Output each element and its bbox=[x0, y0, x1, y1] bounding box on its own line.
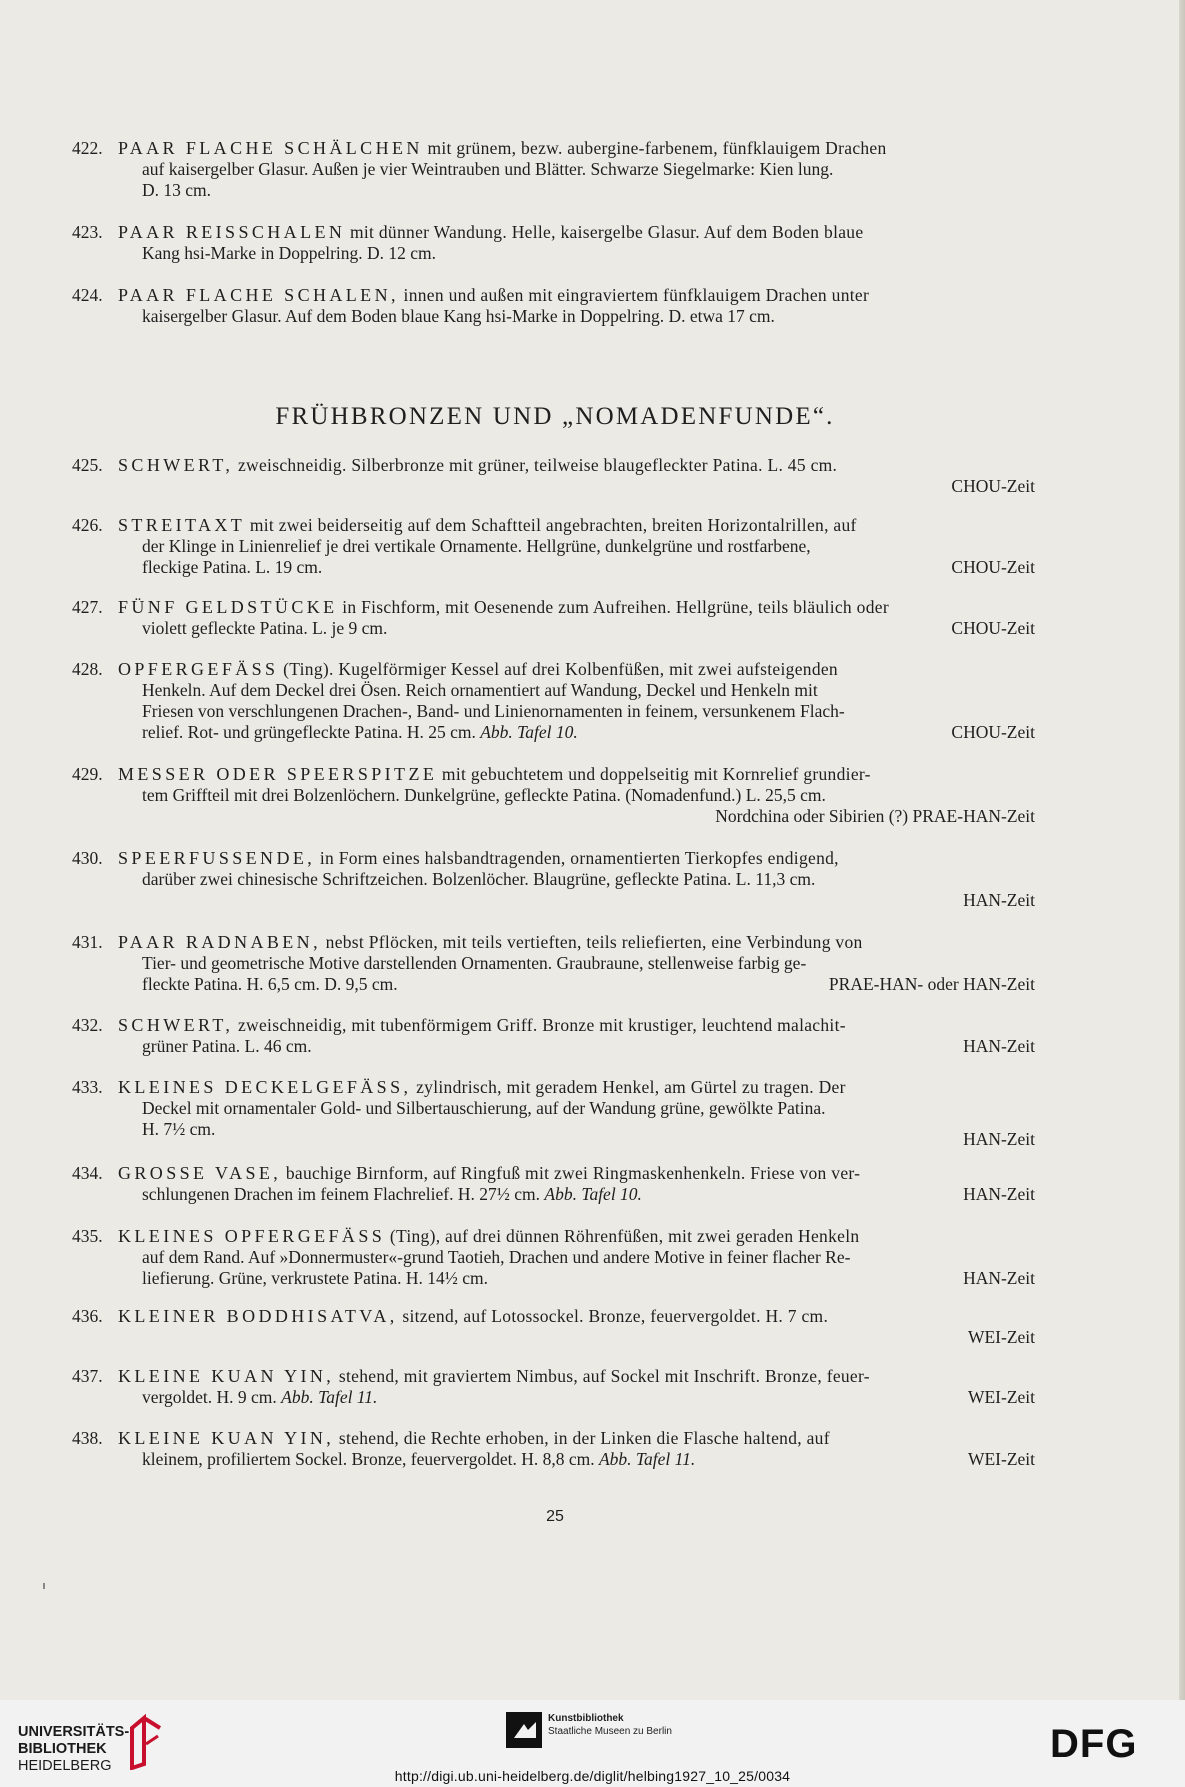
catalog-entry-427 bbox=[72, 597, 1035, 639]
entry-heading: STREITAXT bbox=[118, 515, 246, 535]
catalog-entry-428 bbox=[72, 659, 1035, 743]
kunstbibliothek-text bbox=[548, 1712, 672, 1738]
catalog-entry-430 bbox=[72, 848, 1035, 911]
catalog-entry-437 bbox=[72, 1366, 1035, 1408]
entry-period: CHOU-Zeit bbox=[951, 618, 1035, 638]
plate-reference: Abb. Tafel 10. bbox=[480, 722, 578, 742]
entry-heading: PAAR REISSCHALEN bbox=[118, 222, 346, 242]
entry-text: bauchige Birnform, auf Ringfuß mit zwei Ringmaskenhenkeln. Friese von ver- bbox=[281, 1163, 861, 1183]
catalog-entry-436 bbox=[72, 1306, 1035, 1348]
entry-line: liefierung. Grüne, verkrustete Patina. H. 14½ cm. bbox=[142, 1268, 489, 1288]
entry-line: fleckte Patina. H. 6,5 cm. D. 9,5 cm. bbox=[142, 974, 398, 994]
entry-line: H. 7½ cm. bbox=[142, 1119, 216, 1139]
entry-number: 426. bbox=[72, 515, 103, 535]
entry-number: 436. bbox=[72, 1306, 103, 1326]
plate-reference: Abb. Tafel 11. bbox=[281, 1387, 378, 1407]
entry-heading: SCHWERT, bbox=[118, 1015, 234, 1035]
entry-line: schlungenen Drachen im feinem Flachrelief. H. 27½ cm. bbox=[142, 1184, 545, 1204]
entry-period: CHOU-Zeit bbox=[951, 557, 1035, 577]
entry-number: 429. bbox=[72, 764, 103, 784]
entry-line: auf kaisergelber Glasur. Außen je vier Weintrauben und Blätter. Schwarze Siegelmarke: Kien lung. bbox=[142, 159, 834, 179]
entry-text: mit gebuchtetem und doppelseitig mit Kornrelief grundier- bbox=[437, 764, 871, 784]
page-number: 25 bbox=[546, 1508, 564, 1525]
entry-period: WEI-Zeit bbox=[967, 1387, 1035, 1407]
ub-logo-icon bbox=[126, 1714, 166, 1770]
catalog-entry-423 bbox=[72, 222, 1035, 264]
entry-line: auf dem Rand. Auf »Donnermuster«-grund Taotieh, Drachen und andere Motive in feiner flacher Re- bbox=[142, 1247, 851, 1267]
entry-line: relief. Rot- und grüngefleckte Patina. H. 25 cm. bbox=[142, 722, 481, 742]
entry-number: 423. bbox=[72, 222, 103, 242]
entry-line: Henkeln. Auf dem Deckel drei Ösen. Reich ornamentiert auf Wandung, Deckel und Henkeln mit bbox=[142, 680, 818, 700]
entry-text: mit grünem, bezw. aubergine-farbenem, fünfklauigem Drachen bbox=[422, 138, 887, 158]
entry-text: zylindrisch, mit geradem Henkel, am Gürtel zu tragen. Der bbox=[411, 1077, 846, 1097]
entry-text: in Fischform, mit Oesenende zum Aufreihen. Hellgrüne, teils bläulich oder bbox=[337, 597, 889, 617]
entry-heading: SPEERFUSSENDE, bbox=[118, 848, 316, 868]
entry-text: (Ting). Kugelförmiger Kessel auf drei Kolbenfüßen, mit zwei aufsteigenden bbox=[278, 659, 838, 679]
entry-text: in Form eines halsbandtragenden, ornamentierten Tierkopfes endigend, bbox=[315, 848, 839, 868]
entry-period: HAN-Zeit bbox=[963, 890, 1035, 910]
catalog-entry-438 bbox=[72, 1428, 1035, 1470]
catalog-entry-431 bbox=[72, 932, 1035, 995]
page-edge bbox=[1179, 0, 1185, 1700]
entry-number: 425. bbox=[72, 455, 103, 475]
entry-period: HAN-Zeit bbox=[963, 1184, 1035, 1204]
entry-number: 435. bbox=[72, 1226, 103, 1246]
catalog-entry-422 bbox=[72, 138, 1035, 201]
entry-period: HAN-Zeit bbox=[963, 1129, 1035, 1149]
plate-reference: Abb. Tafel 10. bbox=[544, 1184, 642, 1204]
entry-heading: PAAR RADNABEN, bbox=[118, 932, 321, 952]
entry-period: WEI-Zeit bbox=[967, 1327, 1035, 1347]
entry-heading: FÜNF GELDSTÜCKE bbox=[118, 597, 338, 617]
footer-bar bbox=[0, 1700, 1185, 1787]
entry-line: Kang hsi-Marke in Doppelring. D. 12 cm. bbox=[142, 243, 437, 263]
section-title: FRÜHBRONZEN UND „NOMADENFUNDE“. bbox=[275, 403, 835, 430]
entry-line: Tier- und geometrische Motive darstellenden Ornamenten. Graubraune, stellenweise farbig ge- bbox=[142, 953, 807, 973]
ub-line: HEIDELBERG bbox=[18, 1758, 112, 1774]
catalog-entry-433 bbox=[72, 1077, 1035, 1149]
kunstbibliothek-logo-icon bbox=[506, 1712, 542, 1748]
entry-text: zweischneidig, mit tubenförmigem Griff. Bronze mit krustiger, leuchtend malachit- bbox=[233, 1015, 846, 1035]
catalog-entry-429 bbox=[72, 764, 1035, 827]
entry-text: mit zwei beiderseitig auf dem Schaftteil angebrachten, breiten Horizontalrillen, auf bbox=[245, 515, 857, 535]
entry-heading: KLEINES DECKELGEFÄSS, bbox=[118, 1077, 412, 1097]
entry-period: WEI-Zeit bbox=[967, 1449, 1035, 1469]
entry-text: nebst Pflöcken, mit teils vertieften, teils reliefierten, eine Verbindung von bbox=[320, 932, 863, 952]
entry-heading: KLEINE KUAN YIN, bbox=[118, 1428, 335, 1448]
plate-reference: Abb. Tafel 11. bbox=[598, 1449, 696, 1469]
entry-period: PRAE-HAN- oder HAN-Zeit bbox=[828, 974, 1035, 994]
entry-number: 438. bbox=[72, 1428, 103, 1448]
entry-heading: GROSSE VASE, bbox=[118, 1163, 282, 1183]
entry-number: 434. bbox=[72, 1163, 103, 1183]
entry-text: stehend, mit graviertem Nimbus, auf Sockel mit Inschrift. Bronze, feuer- bbox=[334, 1366, 870, 1386]
entry-heading: OPFERGEFÄSS bbox=[118, 659, 279, 679]
entry-heading: KLEINE KUAN YIN, bbox=[118, 1366, 335, 1386]
entry-text: stehend, die Rechte erhoben, in der Linken die Flasche haltend, auf bbox=[334, 1428, 830, 1448]
entry-period: HAN-Zeit bbox=[963, 1036, 1035, 1056]
entry-line: grüner Patina. L. 46 cm. bbox=[142, 1036, 312, 1056]
entry-line: Deckel mit ornamentaler Gold- und Silbertauschierung, auf der Wandung grüne, gewölkte Patina. bbox=[142, 1098, 826, 1118]
entry-number: 424. bbox=[72, 285, 103, 305]
entry-number: 433. bbox=[72, 1077, 103, 1097]
entry-heading: PAAR FLACHE SCHÄLCHEN bbox=[118, 138, 423, 158]
entry-text: (Ting), auf drei dünnen Röhrenfüßen, mit zwei geraden Henkeln bbox=[385, 1226, 860, 1246]
entry-text: mit dünner Wandung. Helle, kaisergelbe Glasur. Auf dem Boden blaue bbox=[345, 222, 864, 242]
kb-line: Staatliche Museen zu Berlin bbox=[548, 1726, 672, 1737]
entry-line: darüber zwei chinesische Schriftzeichen. Bolzenlöcher. Blaugrüne, gefleckte Patina. L. 11,3 cm. bbox=[142, 869, 816, 889]
kb-line: Kunstbibliothek bbox=[548, 1713, 624, 1724]
ub-line: BIBLIOTHEK bbox=[18, 1741, 107, 1757]
entry-number: 432. bbox=[72, 1015, 103, 1035]
catalog-entry-424 bbox=[72, 285, 1035, 327]
entry-line: kaisergelber Glasur. Auf dem Boden blaue Kang hsi-Marke in Doppelring. D. etwa 17 cm. bbox=[142, 306, 775, 326]
entry-number: 428. bbox=[72, 659, 103, 679]
catalog-entry-425 bbox=[72, 455, 1035, 497]
entry-heading: KLEINES OPFERGEFÄSS bbox=[118, 1226, 386, 1246]
entry-line: Friesen von verschlungenen Drachen-, Band- und Linienornamenten in feinem, versunkenem Flach- bbox=[142, 701, 845, 721]
entry-heading: MESSER ODER SPEERSPITZE bbox=[118, 764, 438, 784]
entry-period: CHOU-Zeit bbox=[951, 476, 1035, 496]
entry-number: 431. bbox=[72, 932, 103, 952]
entry-text: zweischneidig. Silberbronze mit grüner, teilweise blaugefleckter Patina. L. 45 cm. bbox=[233, 455, 838, 475]
entry-number: 437. bbox=[72, 1366, 103, 1386]
entry-text: sitzend, auf Lotossockel. Bronze, feuervergoldet. H. 7 cm. bbox=[397, 1306, 829, 1326]
source-url-link[interactable]: http://digi.ub.uni-heidelberg.de/diglit/helbing1927_10_25/0034 bbox=[394, 1768, 791, 1784]
dfg-logo: DFG bbox=[1050, 1722, 1138, 1766]
scan-mark bbox=[43, 1583, 45, 1589]
entry-line: violett gefleckte Patina. L. je 9 cm. bbox=[142, 618, 388, 638]
entry-line: fleckige Patina. L. 19 cm. bbox=[142, 557, 323, 577]
entry-heading: PAAR FLACHE SCHALEN, bbox=[118, 285, 399, 305]
entry-number: 422. bbox=[72, 138, 103, 158]
entry-text: innen und außen mit eingraviertem fünfklauigem Drachen unter bbox=[398, 285, 870, 305]
catalog-entry-426 bbox=[72, 515, 1035, 578]
entry-line: D. 13 cm. bbox=[142, 180, 212, 200]
entry-line: der Klinge in Linienrelief je drei vertikale Ornamente. Hellgrüne, dunkelgrüne und rostfarbene, bbox=[142, 536, 811, 556]
catalog-entry-432 bbox=[72, 1015, 1035, 1057]
entry-line: kleinem, profiliertem Sockel. Bronze, feuervergoldet. H. 8,8 cm. bbox=[142, 1449, 599, 1469]
catalog-entry-435 bbox=[72, 1226, 1035, 1289]
entry-period: CHOU-Zeit bbox=[951, 722, 1035, 742]
entry-heading: SCHWERT, bbox=[118, 455, 234, 475]
catalog-entry-434 bbox=[72, 1163, 1035, 1205]
entry-period: HAN-Zeit bbox=[963, 1268, 1035, 1288]
entry-heading: KLEINER BODDHISATVA, bbox=[118, 1306, 398, 1326]
entry-line: tem Griffteil mit drei Bolzenlöchern. Dunkelgrüne, gefleckte Patina. (Nomadenfund.) L. 25,5 cm. bbox=[142, 785, 826, 805]
ub-line: UNIVERSITÄTS- bbox=[18, 1724, 130, 1740]
entry-number: 430. bbox=[72, 848, 103, 868]
entry-period: Nordchina oder Sibirien (?) PRAE-HAN-Zeit bbox=[715, 806, 1035, 826]
entry-number: 427. bbox=[72, 597, 103, 617]
entry-line: vergoldet. H. 9 cm. bbox=[142, 1387, 282, 1407]
